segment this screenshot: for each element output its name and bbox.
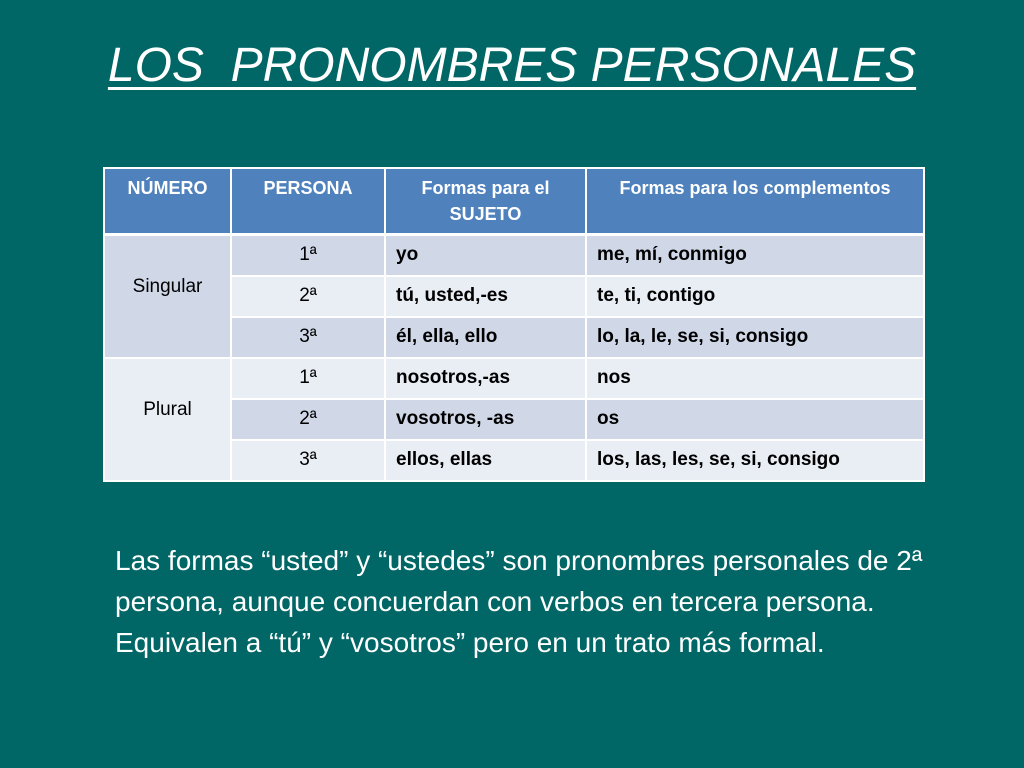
header-numero: NÚMERO <box>104 168 231 235</box>
table-header-row <box>104 168 924 235</box>
explanatory-note: Las formas “usted” y “ustedes” son pronombres personales de 2ª persona, aunque concuerdan con verbos en tercera persona. Equivalen a “tú” y “vosotros” pero en un trato más formal. <box>115 545 923 658</box>
sujeto-cell: tú, usted,-es <box>385 276 586 317</box>
complementos-cell: lo, la, le, se, si, consigo <box>586 317 924 358</box>
table-row <box>104 358 924 399</box>
complementos-cell: te, ti, contigo <box>586 276 924 317</box>
persona-cell: 2ª <box>231 276 385 317</box>
persona-cell: 1ª <box>231 358 385 399</box>
pronouns-table <box>103 167 925 482</box>
persona-cell: 3ª <box>231 440 385 481</box>
numero-plural: Plural <box>104 358 231 481</box>
persona-cell: 2ª <box>231 399 385 440</box>
sujeto-cell: él, ella, ello <box>385 317 586 358</box>
slide-title: LOS PRONOMBRES PERSONALES <box>107 39 917 92</box>
complementos-cell: los, las, les, se, si, consigo <box>586 440 924 481</box>
numero-singular: Singular <box>104 235 231 358</box>
complementos-cell: os <box>586 399 924 440</box>
sujeto-cell: nosotros,-as <box>385 358 586 399</box>
sujeto-cell: ellos, ellas <box>385 440 586 481</box>
complementos-cell: me, mí, conmigo <box>586 235 924 276</box>
sujeto-cell: yo <box>385 235 586 276</box>
header-formas-complementos: Formas para los complementos <box>586 168 924 235</box>
sujeto-cell: vosotros, -as <box>385 399 586 440</box>
header-persona: PERSONA <box>231 168 385 235</box>
persona-cell: 1ª <box>231 235 385 276</box>
header-formas-sujeto: Formas para el SUJETO <box>385 168 586 235</box>
persona-cell: 3ª <box>231 317 385 358</box>
table-row <box>104 235 924 276</box>
complementos-cell: nos <box>586 358 924 399</box>
